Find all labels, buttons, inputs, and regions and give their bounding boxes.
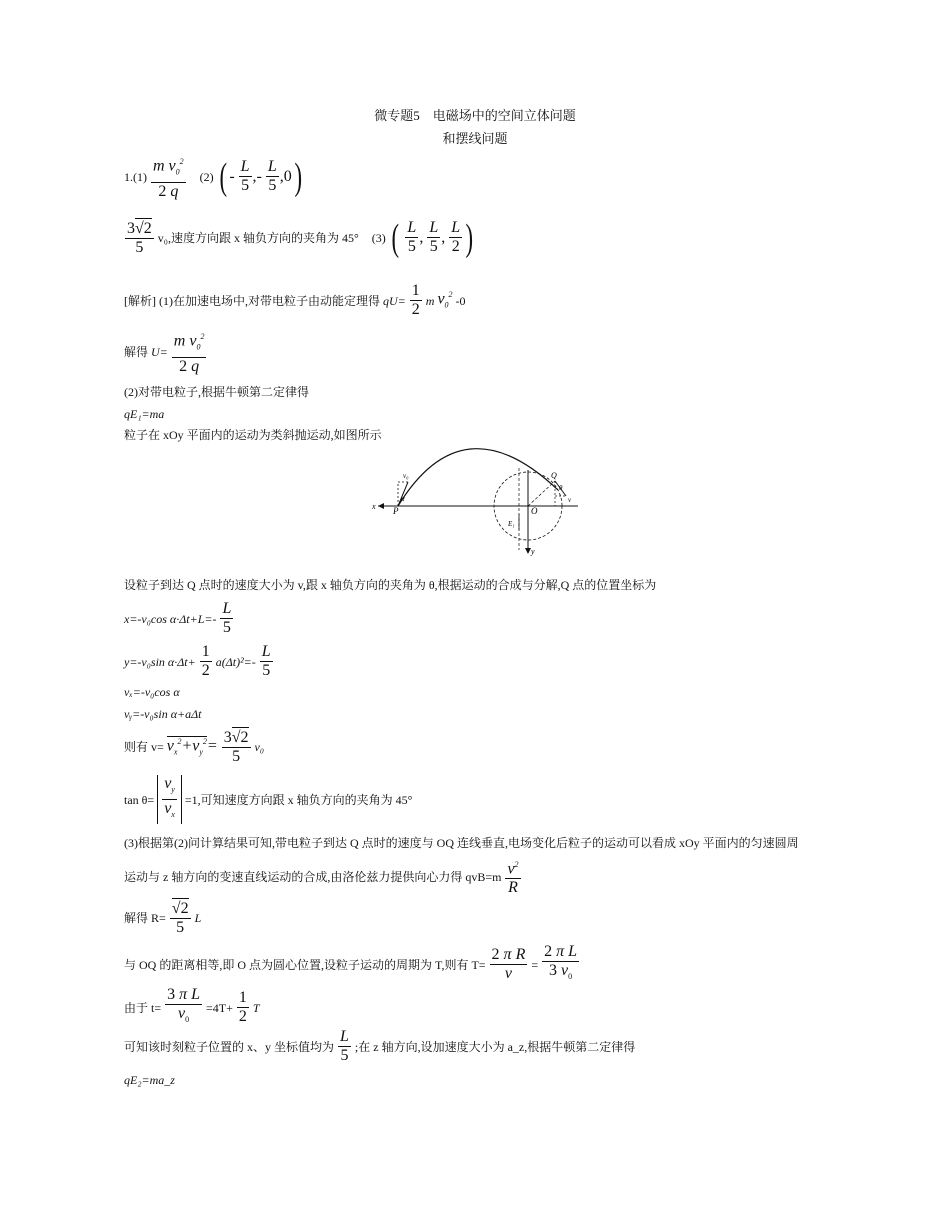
eq-qu: qU= bbox=[383, 293, 406, 308]
eq-u: U= bbox=[151, 344, 168, 359]
analysis-part-3: (3)根据第(2)问计算结果可知,带电粒子到达 Q 点时的速度与 OQ 连线垂直,电场变化后粒子的运动可以看成 xOy 平面内的匀速圆周 bbox=[124, 836, 799, 850]
eq-tan-post: =1,可知速度方向跟 x 轴负方向的夹角为 45° bbox=[184, 792, 413, 807]
period-text: 与 OQ 的距离相等,即 O 点为圆心位置,设粒子运动的周期为 T,则有 T= bbox=[124, 957, 486, 972]
trajectory-curve bbox=[398, 449, 558, 506]
v-label: v bbox=[568, 496, 572, 504]
title-line-2: 和摆线问题 bbox=[442, 131, 508, 146]
time-pre: 由于 t= bbox=[124, 1000, 162, 1015]
analysis-solve-u: 解得 U= $\frac{m v_0^2}{2 q}$ bbox=[124, 328, 207, 376]
answer-part-1-2: 1.(1) $\frac{m v_0^2}{2 q}$ (2) ( - $\frac{L}{5}$ ,- $\frac{L}{5}$ ,0) bbox=[124, 153, 304, 201]
answer-part2-label: (2) bbox=[199, 169, 214, 184]
eq-newton-e2: qE₂=ma_z bbox=[124, 1073, 175, 1087]
eq-x-line: x=-v₀cos α·Δt+L=- $\frac{L}{5}$ bbox=[124, 600, 232, 636]
eq-m: m bbox=[425, 293, 435, 308]
eq-tan-pre: tan θ= bbox=[124, 792, 155, 807]
eq-newton-e1: qE₁=ma bbox=[124, 407, 165, 421]
eq-v-line: 则有 $v= v_x^2+v_y^2=$ $\frac{3√2}{5}$ v₀ bbox=[124, 729, 264, 765]
solve-r-label: 解得 R= bbox=[124, 910, 166, 925]
eq-minus-zero: -0 bbox=[455, 293, 466, 308]
analysis-intro: [解析] (1)在加速电场中,对带电粒子由动能定理得 bbox=[124, 293, 380, 308]
eq-y-left: y=-v₀sin α·Δt+ bbox=[124, 654, 196, 669]
lorentz-text: 运动与 z 轴方向的变速直线运动的合成,由洛伦兹力提供向心力得 qvB=m bbox=[124, 869, 502, 884]
origin-label: O bbox=[531, 506, 538, 516]
eq-v-post: v₀ bbox=[254, 739, 264, 754]
analysis-solve-r: 解得 R= $\frac{√2}{5}$ L bbox=[124, 900, 202, 936]
time-post: =4T+ bbox=[206, 1000, 233, 1015]
analysis-period: 与 OQ 的距离相等,即 O 点为圆心位置,设粒子运动的周期为 T,则有 T= $\frac{\text{2 π R}}{v}$ = $\frac{\text{2 π L}}{3 v_0}$ bbox=[124, 943, 578, 983]
answer-part-2-3: $\frac{3√2}{5}$ v₀,速度方向跟 x 轴负方向的夹角为 45° (3) ( $\frac{L}{5}$ , $\frac{L}{5}$ , $\frac{L}{2}$ ) bbox=[127, 216, 474, 259]
answer-label: 1.(1) bbox=[124, 169, 147, 184]
eq-tan-line: tan θ= $\frac{v_y}{v_x}$ =1,可知速度方向跟 x 轴负方向的夹角为 45° bbox=[124, 775, 412, 824]
theta-label: θ bbox=[559, 484, 563, 492]
v0-label: v₀ bbox=[403, 472, 409, 480]
analysis-energy-line: [解析] (1)在加速电场中,对带电粒子由动能定理得 qU= $\frac{1}{2}$ m $v_0^2$ -0 bbox=[124, 282, 466, 318]
solve-label: 解得 bbox=[124, 344, 149, 359]
e1-label: E₁ bbox=[508, 520, 515, 528]
alpha-label: α bbox=[401, 495, 405, 503]
eq-x: x=-v₀cos α·Δt+L=- bbox=[124, 611, 217, 626]
analysis-q-position: 设粒子到达 Q 点时的速度大小为 v,跟 x 轴负方向的夹角为 θ,根据运动的合成与分解,Q 点的位置坐标为 bbox=[124, 578, 657, 592]
analysis-part-2: (2)对带电粒子,根据牛顿第二定律得 bbox=[124, 385, 309, 399]
analysis-coordinates: 可知该时刻粒子位置的 x、y 坐标值均为 $\frac{L}{5}$ ;在 z 轴方向,设加速度大小为 a_z,根据牛顿第二定律得 bbox=[124, 1028, 636, 1064]
analysis-time: 由于 t= $\frac{\text{3 π L}}{v_0}$ =4T+ $\frac{1}{2}$ T bbox=[124, 986, 260, 1026]
fraction-mv02-2q: $\frac{m v_0^2}{2 q}$ bbox=[151, 153, 186, 201]
x-axis-label: x bbox=[372, 502, 376, 511]
y-axis-label: y bbox=[531, 547, 535, 556]
point-p-label: P bbox=[393, 506, 399, 516]
coord-post: ;在 z 轴方向,设加速度大小为 a_z,根据牛顿第二定律得 bbox=[354, 1039, 636, 1054]
point-q-label: Q bbox=[551, 471, 557, 480]
answer-velocity-text: v₀,速度方向跟 x 轴负方向的夹角为 45° bbox=[157, 230, 359, 245]
trajectory-figure bbox=[368, 440, 583, 560]
fraction-3sqrt2-5: $\frac{3√2}{5}$ bbox=[127, 220, 152, 256]
eq-vx: vₓ=-v₀cos α bbox=[124, 685, 180, 699]
analysis-motion-desc: 粒子在 xOy 平面内的运动为类斜抛运动,如图所示 bbox=[124, 428, 382, 442]
coord-pre: 可知该时刻粒子位置的 x、y 坐标值均为 bbox=[124, 1039, 335, 1054]
eq-y-mid: a(Δt)²=- bbox=[215, 654, 256, 669]
analysis-lorentz: 运动与 z 轴方向的变速直线运动的合成,由洛伦兹力提供向心力得 qvB=m $\frac{v^2}{R}$ bbox=[124, 856, 522, 897]
eq-v-pre: 则有 v= bbox=[124, 739, 164, 754]
answer-part3-label: (3) bbox=[371, 230, 386, 245]
title-line-1: 微专题5 电磁场中的空间立体问题 bbox=[374, 108, 576, 123]
eq-vy: vᵧ=-v₀sin α+aΔt bbox=[124, 707, 202, 721]
eq-y-line: y=-v₀sin α·Δt+ $\frac{1}{2}$ a(Δt)²=- $\frac{L}{5}$ bbox=[124, 643, 271, 679]
